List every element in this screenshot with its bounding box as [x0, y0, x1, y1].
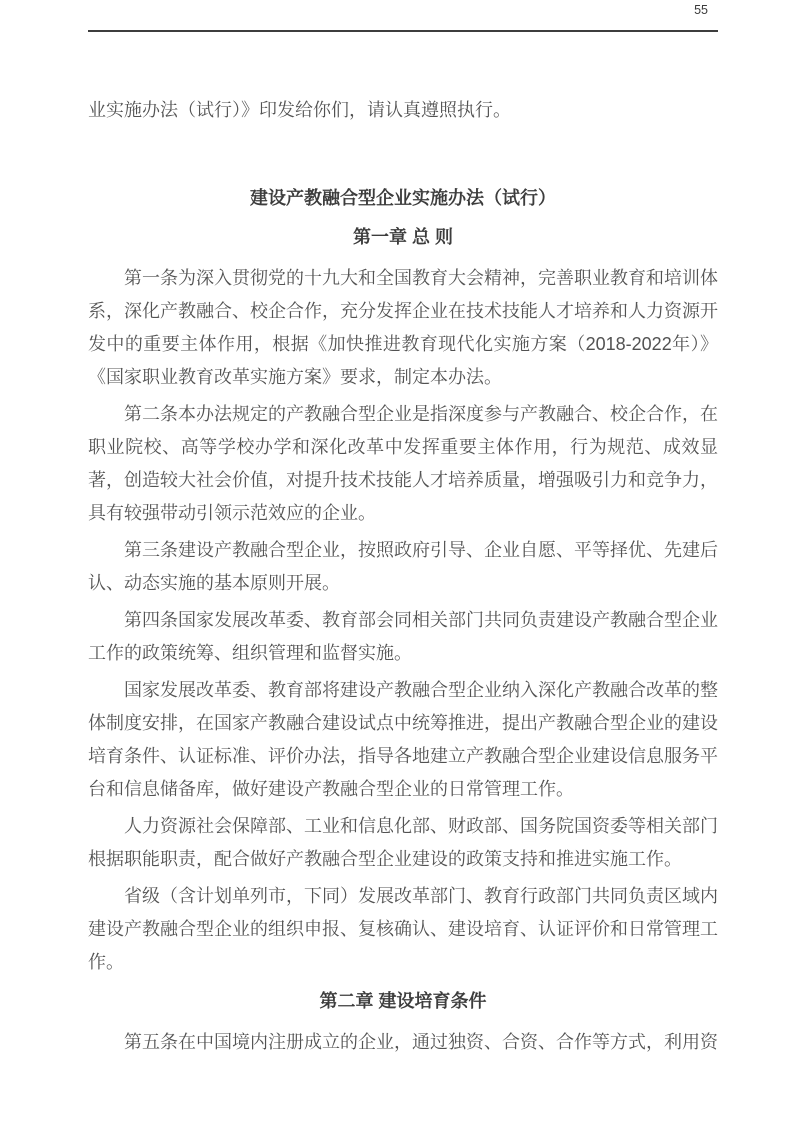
header-rule: [88, 30, 718, 32]
body-paragraph-article-4-cont-1: 国家发展改革委、教育部将建设产教融合型企业纳入深化产教融合改革的整体制度安排，在国家产教融合建设试点中统筹推进，提出产教融合型企业的建设培育条件、认证标准、评价办法，指导各地建立产教融合型企业建设信息服务平台和信息储备库，做好建设产教融合型企业的日常管理工作。: [88, 680, 718, 799]
continuation-paragraph: 业实施办法（试行）》印发给你们，请认真遵照执行。: [88, 100, 511, 120]
body-paragraph-article-2: 第二条本办法规定的产教融合型企业是指深度参与产教融合、校企合作，在职业院校、高等学校办学和深化改革中发挥重要主体作用，行为规范、成效显著，创造较大社会价值，对提升技术技能人才培养质量，增强吸引力和竞争力，具有较强带动引领示范效应的企业。: [88, 404, 718, 523]
page-number: 55: [694, 3, 708, 17]
body-paragraph-article-4: 第四条国家发展改革委、教育部会同相关部门共同负责建设产教融合型企业工作的政策统筹、组织管理和监督实施。: [88, 610, 718, 663]
chapter-heading-2: 第二章 建设培育条件: [319, 991, 487, 1011]
body-paragraph-article-5: 第五条在中国境内注册成立的企业，通过独资、合资、合作等方式，利用资: [124, 1032, 718, 1052]
body-paragraph-article-4-cont-3: 省级（含计划单列市，下同）发展改革部门、教育行政部门共同负责区域内建设产教融合型企业的组织申报、复核确认、建设培育、认证评价和日常管理工作。: [88, 886, 718, 972]
chapter-heading-1: 第一章 总 则: [352, 227, 453, 247]
body-paragraph-article-1: 第一条为深入贯彻党的十九大和全国教育大会精神，完善职业教育和培训体系，深化产教融合、校企合作，充分发挥企业在技术技能人才培养和人力资源开发中的重要主体作用，根据《加快推进教育现代化实施方案（2018-2022年）》《国家职业教育改革实施方案》要求，制定本办法。: [88, 268, 718, 387]
body-paragraph-article-4-cont-2: 人力资源社会保障部、工业和信息化部、财政部、国务院国资委等相关部门根据职能职责，配合做好产教融合型企业建设的政策支持和推进实施工作。: [88, 816, 718, 869]
body-paragraph-article-3: 第三条建设产教融合型企业，按照政府引导、企业自愿、平等择优、先建后认、动态实施的基本原则开展。: [88, 540, 718, 593]
document-title: 建设产教融合型企业实施办法（试行）: [250, 188, 556, 208]
